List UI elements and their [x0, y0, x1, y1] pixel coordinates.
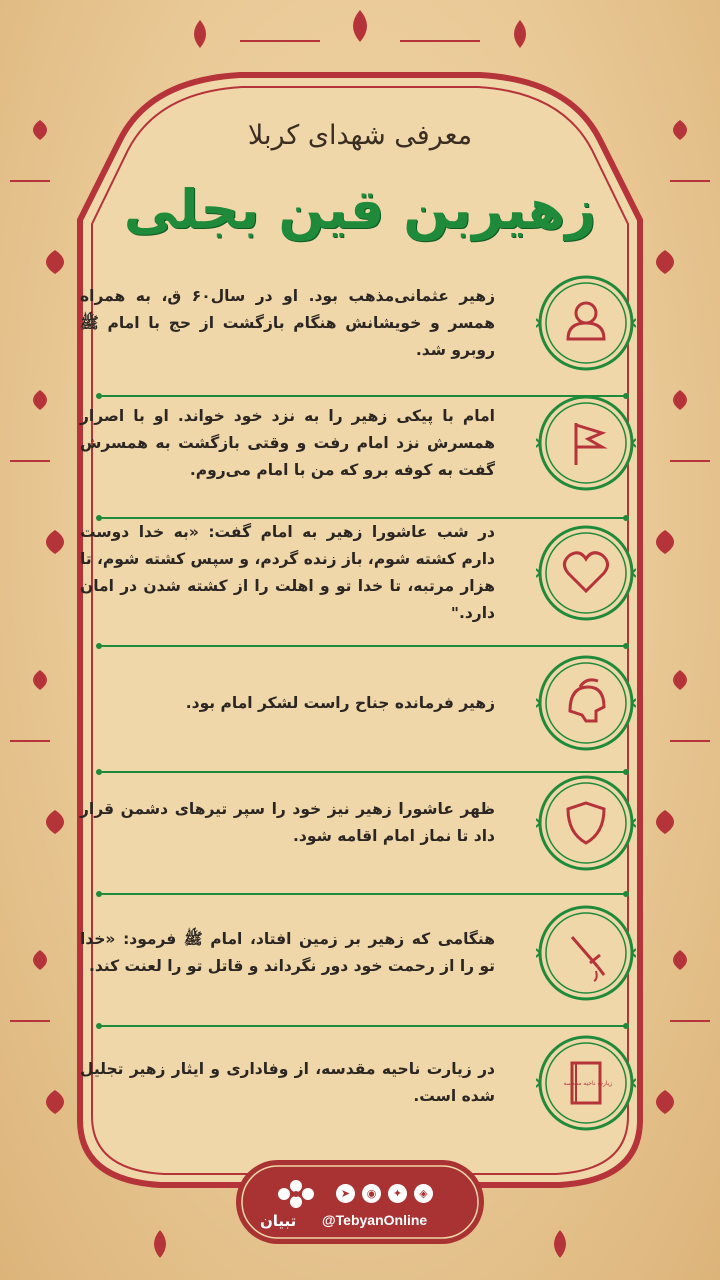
telegram-icon[interactable]: ➤	[336, 1184, 355, 1203]
sword-icon	[536, 903, 636, 1003]
heart-icon	[536, 523, 636, 623]
list-item	[80, 268, 640, 378]
list-item	[80, 898, 640, 1008]
helmet-icon	[536, 653, 636, 753]
divider	[95, 508, 630, 518]
divider	[95, 1016, 630, 1026]
divider	[95, 386, 630, 396]
list-item	[80, 388, 640, 498]
twitter-icon[interactable]: ✦	[388, 1184, 407, 1203]
page-subtitle: معرفی شهدای کربلا	[247, 120, 473, 151]
item-text: زهیر عثمانی‌مذهب بود. او در سال۶۰ ق، به همراه همسر و خویشانش هنگام بازگشت از حج با امام ﷺ روبرو شد.	[80, 286, 495, 359]
brand-name: تبیان	[260, 1212, 297, 1230]
shield-icon	[536, 773, 636, 873]
divider	[95, 884, 630, 894]
item-text: در شب عاشورا زهیر به امام گفت: «به خدا دوست دارم کشته شوم، باز زنده گردم، و سپس کشته شوم، تا هزار مرتبه، تا خدا تو و اهلت را از کشته شدن در امان دارد."	[80, 523, 495, 622]
list-item	[80, 518, 640, 628]
social-handle[interactable]: @TebyanOnline	[322, 1212, 428, 1228]
top-ornaments	[194, 10, 526, 48]
item-text: زهیر فرمانده جناح راست لشکر امام بود.	[185, 693, 495, 712]
item-text: در زیارت ناحیه مقدسه، از وفاداری و ایثار زهیر تجلیل شده است.	[80, 1060, 495, 1105]
list-item	[80, 1028, 640, 1138]
book-label: زیارت ناحیه مقدسه	[563, 1080, 613, 1087]
instagram-icon[interactable]: ◉	[362, 1184, 381, 1203]
left-ornaments	[10, 120, 64, 1114]
book-icon	[536, 1033, 636, 1133]
list-item	[80, 648, 640, 758]
item-text: هنگامی که زهیر بر زمین افتاد، امام ﷺ فرمود: «خدا تو را از رحمت خود دور نگرداند و قاتل تو را لعنت کند.	[80, 930, 495, 975]
person-icon	[536, 273, 636, 373]
footer-plaque	[236, 1160, 484, 1244]
item-text: امام با پیکی زهیر را به نزد خود خواند. او با اصرار همسرش نزد امام رفت و وقتی بازگشت به همسرش گفت به کوفه برو که من با امام می‌روم.	[80, 406, 495, 479]
divider	[95, 762, 630, 772]
page-title: زهیربن قین بجلی	[123, 178, 597, 241]
flag-icon	[536, 393, 636, 493]
list-item	[80, 768, 640, 878]
item-text: ظهر عاشورا زهیر نیز خود را سپر تیرهای دشمن قرار داد تا نماز امام اقامه شود.	[80, 800, 495, 845]
right-ornaments	[656, 120, 710, 1114]
aparat-icon[interactable]: ◈	[414, 1184, 433, 1203]
divider	[95, 636, 630, 646]
